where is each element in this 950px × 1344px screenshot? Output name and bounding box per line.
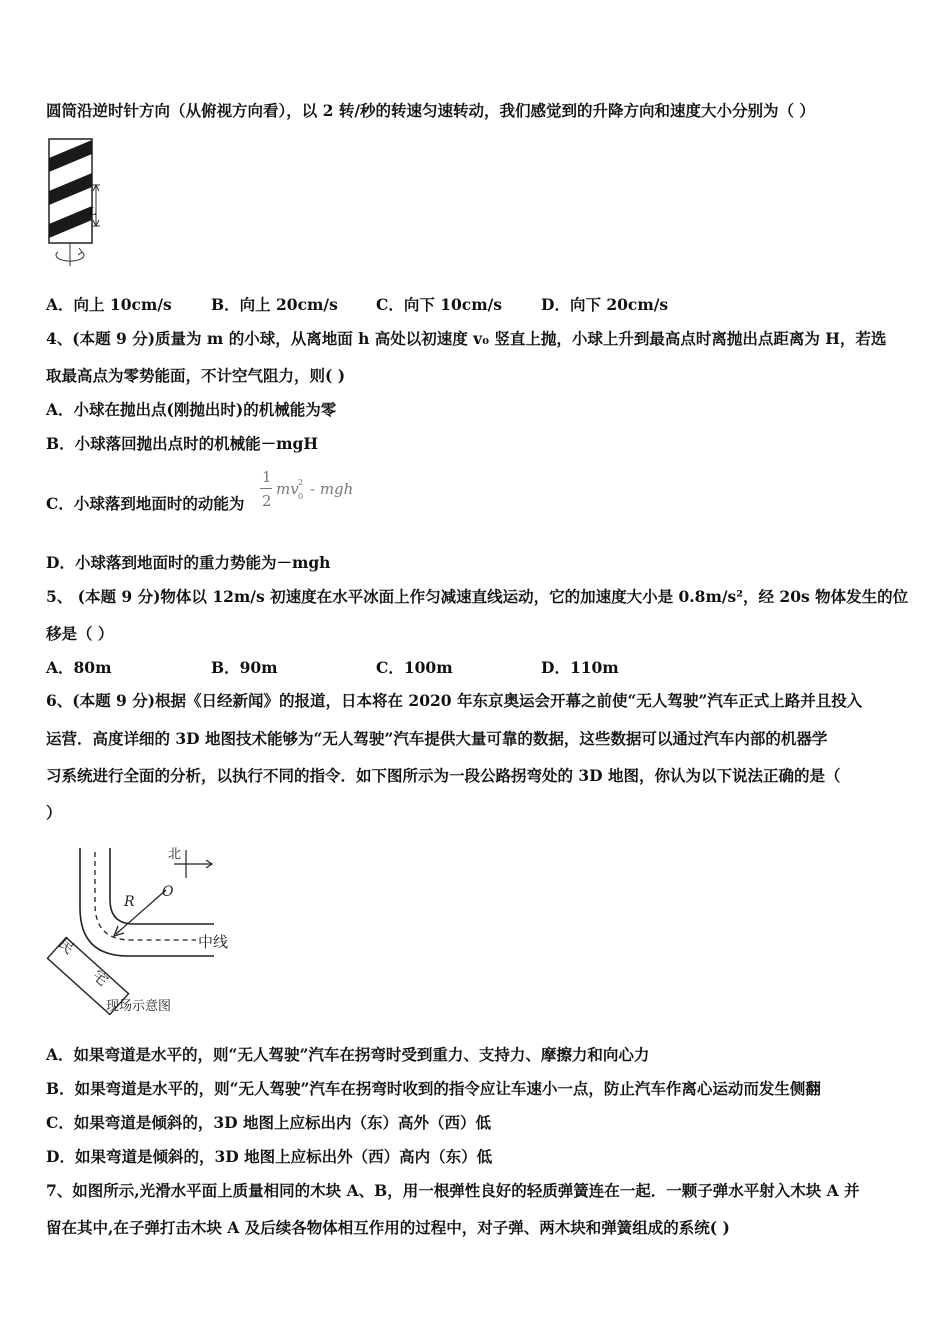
q4-option-b: B．小球落回抛出点时的机械能－mgH <box>46 434 318 453</box>
q4-option-d: D．小球落到地面时的重力势能为－mgh <box>46 553 331 572</box>
north-label: 北 <box>168 847 182 862</box>
q7-stem-line2: 留在其中,在子弹打击木块 A 及后续各物体相互作用的过程中，对子弹、两木块和弹簧组成的系统( ) <box>46 1218 730 1237</box>
q4-option-c: C．小球落到地面时的动能为 <box>46 494 245 513</box>
q5-option-b: B．90m <box>211 658 278 677</box>
q7-stem-line1: 7、如图所示,光滑水平面上质量相同的木块 A、B，用一根弹性良好的轻质弹簧连在一起．一颗子弹水平射入木块 A 并 <box>46 1181 860 1200</box>
rotating-cylinder-figure <box>44 136 110 268</box>
q6-option-c: C．如果弯道是倾斜的，3D 地图上应标出内（东）高外（西）低 <box>46 1113 491 1132</box>
q3-stem: 圆筒沿逆时针方向（从俯视方向看），以 2 转/秒的转速匀速转动，我们感觉到的升降方向和速度大小分别为（ ） <box>46 101 815 120</box>
q6-option-d: D．如果弯道是倾斜的，3D 地图上应标出外（西）高内（东）低 <box>46 1147 493 1166</box>
q3-option-b: B．向上 20cm/s <box>211 295 338 314</box>
fraction-bar <box>260 488 272 489</box>
fraction-denominator: 2 <box>262 492 272 510</box>
q5-option-d: D．110m <box>541 658 619 677</box>
house-char-1: 民 <box>54 934 79 958</box>
q4-stem-line2: 取最高点为零势能面，不计空气阻力，则( ) <box>46 366 346 385</box>
q6-stem-line4: ） <box>46 803 62 822</box>
q3-option-c: C．向下 10cm/s <box>376 295 503 314</box>
q6-option-b: B．如果弯道是水平的，则“无人驾驶”汽车在拐弯时收到的指令应让车速小一点，防止汽车作离心运动而发生侧翻 <box>46 1079 821 1098</box>
q4-option-a: A．小球在抛出点(刚抛出时)的机械能为零 <box>46 400 337 419</box>
formula-mv: mv <box>276 480 299 498</box>
q6-option-a: A．如果弯道是水平的，则“无人驾驶”汽车在拐弯时受到重力、支持力、摩擦力和向心力 <box>46 1045 650 1064</box>
q6-stem-line1: 6、(本题 9 分)根据《日经新闻》的报道，日本将在 2020 年东京奥运会开幕之前使“无人驾驶”汽车正式上路并且投入 <box>46 691 863 710</box>
q5-option-a: A．80m <box>46 658 112 677</box>
fraction-numerator: 1 <box>262 468 272 486</box>
formula-tail: - mgh <box>310 480 354 498</box>
formula-subscript: 0 <box>298 492 304 501</box>
q5-stem-line2: 移是（ ） <box>46 624 114 643</box>
q5-stem-line1: 5、 (本题 9 分)物体以 12m/s 初速度在水平冰面上作匀减速直线运动，它的加速度大小是 0.8m/s²，经 20s 物体发生的位 <box>46 587 909 606</box>
road-curve-map-figure <box>44 838 244 1018</box>
q3-option-d: D．向下 20cm/s <box>541 295 669 314</box>
q5-option-c: C．100m <box>376 658 453 677</box>
figure-caption: 现场示意图 <box>106 999 172 1014</box>
midline-label: 中线 <box>198 933 229 951</box>
formula-superscript: 2 <box>298 478 304 487</box>
q4-stem-line1: 4、(本题 9 分)质量为 m 的小球，从离地面 h 高处以初速度 v₀ 竖直上抛，小球上升到最高点时离抛出点距离为 H，若选 <box>46 329 887 348</box>
radius-label: R <box>124 894 135 910</box>
length-label: L <box>89 205 97 218</box>
kinetic-energy-formula <box>258 468 368 518</box>
q3-option-a: A．向上 10cm/s <box>46 295 172 314</box>
center-label: O <box>162 884 174 900</box>
q6-stem-line3: 习系统进行全面的分析，以执行不同的指令．如下图所示为一段公路拐弯处的 3D 地图，你认为以下说法正确的是（ <box>46 766 841 785</box>
house-char-2: 宅 <box>88 966 113 990</box>
q6-stem-line2: 运营．高度详细的 3D 地图技术能够为“无人驾驶”汽车提供大量可靠的数据，这些数据可以通过汽车内部的机器学 <box>46 729 828 748</box>
